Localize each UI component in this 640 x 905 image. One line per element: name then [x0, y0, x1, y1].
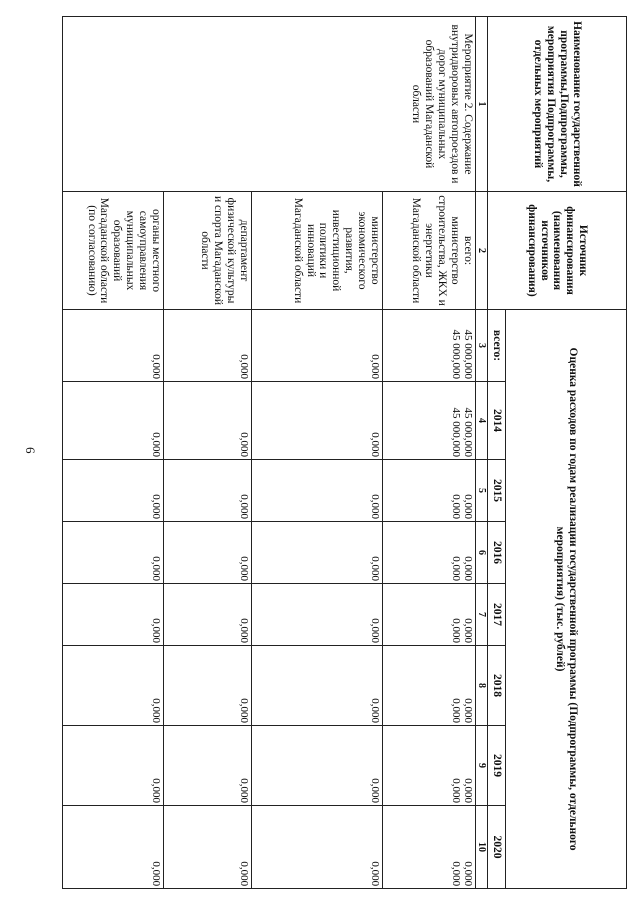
header-source: Источник финансирования (наименования источников финансирования): [488, 192, 627, 310]
header-total: всего:: [488, 310, 506, 382]
source-cell: департамент физической культуры и спорта Магаданской области: [164, 192, 252, 310]
value-cell: 0,000: [252, 522, 383, 584]
value-cell: 0,000: [252, 726, 383, 806]
page-number: 6: [23, 447, 38, 454]
value-cell: 0,000: [63, 726, 164, 806]
rotated-table-wrapper: [62, 16, 627, 888]
header-year-2020: 2020: [488, 806, 506, 889]
header-year-2015: 2015: [488, 460, 506, 522]
column-number: 10: [476, 806, 488, 889]
value-cell: 0,000: [164, 460, 252, 522]
source-cell: министерство экономического развития, инвестиционной политики и инноваций Магаданской области: [252, 192, 383, 310]
value-cell: 0,000: [63, 806, 164, 889]
column-number: 4: [476, 382, 488, 460]
value-cell: 0,000: [164, 646, 252, 726]
header-year-2017: 2017: [488, 584, 506, 646]
source-cell: органы местного самоуправления муниципальных образований Магаданской области (по согласованию): [63, 192, 164, 310]
value-cell: 0,000: [164, 584, 252, 646]
value-cell: 0,000 0,000: [383, 460, 476, 522]
event-name: Мероприятие 2. Содержание внутридворовых автопроездов и дорог муниципальных образований Магаданской области: [63, 17, 476, 192]
value-cell: 0,000: [164, 382, 252, 460]
value-cell: 0,000: [63, 522, 164, 584]
source-name: министерство строительства, ЖКХ и энергетики Магаданской области: [410, 195, 462, 306]
column-number: 8: [476, 646, 488, 726]
value-cell: 45 000,000 45 000,000: [383, 310, 476, 382]
value-cell: 0,000: [252, 584, 383, 646]
source-total-label: всего:: [462, 235, 474, 266]
value-cell: 0,000: [164, 310, 252, 382]
value-cell: 0,000: [164, 806, 252, 889]
value-cell: 0,000: [252, 806, 383, 889]
value-cell: 0,000: [164, 726, 252, 806]
value-cell: 0,000 0,000: [383, 522, 476, 584]
column-number: 9: [476, 726, 488, 806]
column-number: 6: [476, 522, 488, 584]
header-year-2016: 2016: [488, 522, 506, 584]
value-cell: 0,000 0,000: [383, 646, 476, 726]
value-cell: 0,000 0,000: [383, 584, 476, 646]
header-year-2019: 2019: [488, 726, 506, 806]
value-cell: 45 000,000 45 000,000: [383, 382, 476, 460]
header-year-2018: 2018: [488, 646, 506, 726]
value-cell: 0,000: [164, 522, 252, 584]
header-year-2014: 2014: [488, 382, 506, 460]
column-number: 1: [476, 17, 488, 192]
value-cell: 0,000 0,000: [383, 726, 476, 806]
column-number: 3: [476, 310, 488, 382]
value-cell: 0,000 0,000: [383, 806, 476, 889]
value-cell: 0,000: [252, 646, 383, 726]
value-cell: 0,000: [252, 382, 383, 460]
value-cell: 0,000: [63, 310, 164, 382]
value-cell: 0,000: [63, 460, 164, 522]
column-number-row: [476, 17, 488, 889]
column-number: 7: [476, 584, 488, 646]
value-cell: 0,000: [63, 584, 164, 646]
budget-table: [62, 16, 627, 889]
value-cell: 0,000: [63, 382, 164, 460]
value-cell: 0,000: [252, 460, 383, 522]
header-estimate: Оценка расходов по годам реализации государственной программы (Подпрограммы, отдельного мероприятия) (тыс. рублей): [506, 310, 627, 889]
column-number: 5: [476, 460, 488, 522]
value-cell: 0,000: [252, 310, 383, 382]
value-cell: 0,000: [63, 646, 164, 726]
header-name: Наименование государственной программы,Подпрограммы, мероприятия Подпрограммы, отдельных мероприятий: [488, 17, 627, 192]
table-row: [383, 17, 476, 889]
column-number: 2: [476, 192, 488, 310]
source-cell: [383, 192, 476, 310]
